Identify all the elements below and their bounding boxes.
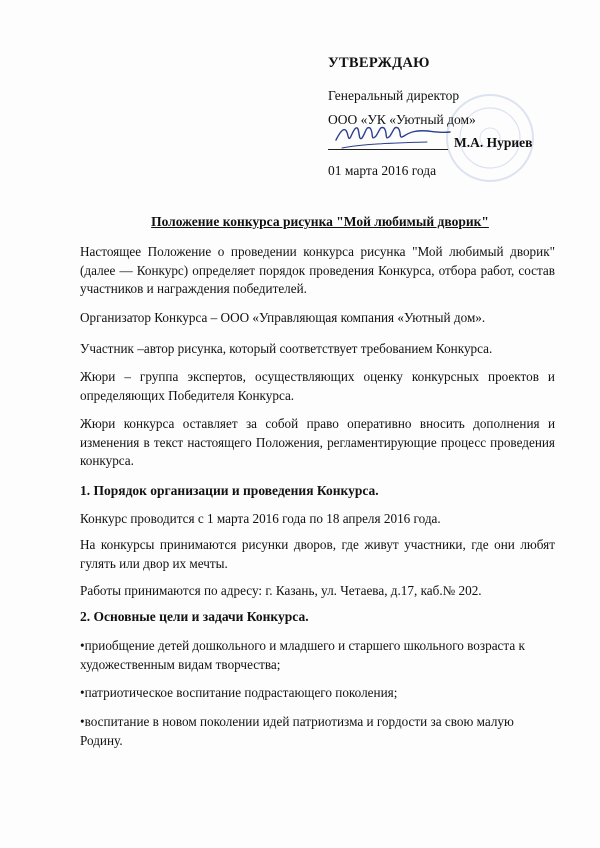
jury-paragraph: Жюри – группа экспертов, осуществляющих оценку конкурсных проектов и определяющих Победителя Конкурса.: [80, 369, 555, 403]
approver-organization: ООО «УК «Уютный дом»: [328, 112, 476, 127]
handwritten-signature: [332, 118, 456, 158]
approver-position: Генеральный директор: [328, 88, 460, 103]
goal-list-item: •приобщение детей дошкольного и младшего и старшего школьного возраста к художественным видам творчества;: [80, 638, 525, 672]
participant-paragraph: Участник –автор рисунка, который соответствует требованием Конкурса.: [80, 341, 493, 356]
approver-name: М.А. Нуриев: [454, 135, 533, 150]
approval-title: УТВЕРЖДАЮ: [328, 55, 430, 71]
contest-dates-paragraph: Конкурс проводится с 1 марта 2016 года по 18 апреля 2016 года.: [80, 511, 441, 526]
section-2-heading: 2. Основные цели и задачи Конкурса.: [80, 609, 309, 624]
organizer-paragraph: Организатор Конкурса – ООО «Управляющая компания «Уютный дом».: [80, 310, 486, 325]
intro-paragraph: Настоящее Положение о проведении конкурса рисунка "Мой любимый дворик" (далее — Конкурс) определяет порядок проведения Конкурса, отбора работ, состав участников и награждения победителей.: [80, 244, 555, 296]
jury-rights-paragraph: Жюри конкурса оставляет за собой право оперативно вносить дополнения и изменения в текст настоящего Положения, регламентирующие процесс проведения конкурса.: [80, 416, 555, 468]
approval-date: 01 марта 2016 года: [328, 163, 437, 178]
goal-list-item: •воспитание в новом поколении идей патриотизма и гордости за свою малую Родину.: [80, 714, 514, 748]
document-title: Положение конкурса рисунка "Мой любимый дворик": [151, 214, 489, 229]
accepted-works-paragraph: На конкурсы принимаются рисунки дворов, где живут участники, где они любят гулять или двор их мечты.: [80, 537, 555, 571]
section-1-heading: 1. Порядок организации и проведения Конкурса.: [80, 483, 379, 498]
goal-list-item: •патриотическое воспитание подрастающего поколения;: [80, 685, 398, 700]
submission-address-paragraph: Работы принимаются по адресу: г. Казань, ул. Четаева, д.17, каб.№ 202.: [80, 583, 482, 598]
